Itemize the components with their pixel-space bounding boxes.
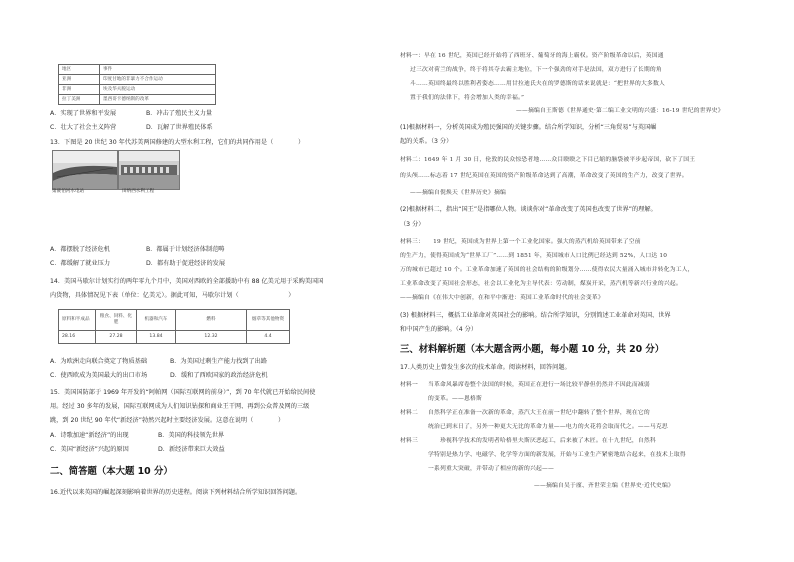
table-cell: 27.28 xyxy=(96,331,137,344)
table-cell: 粮食、饲料、化肥 xyxy=(96,310,137,331)
material-text: 珍视科学技术的发明者哈格里夫斯厌恶起工，后来被了木匠。在十九世纪，自然科 xyxy=(428,438,656,444)
region-event-table xyxy=(58,64,216,105)
option-a: A．都摆脱了经济危机 xyxy=(50,246,110,253)
option-c: C．都缓解了就业压力 xyxy=(50,260,111,267)
material-text: 统治已到末日了，另外一种更大无比的革命力量——电力的火花将会取而代之。——马克思 xyxy=(428,424,668,430)
sub-question-1-cont: 起的关系。（3 分） xyxy=(400,138,453,145)
table-cell: 印度甘地的非暴力不合作运动 xyxy=(100,75,216,85)
section-2-heading: 二、简答题（本大题 10 分） xyxy=(50,466,173,477)
table-row xyxy=(59,75,216,85)
question-14-line-2: 内货物，具体情况见下表（单位：亿美元）。据此可知，马歇尔计划（ ） xyxy=(50,292,295,299)
question-15-line-2: 用。经过 30 多年的发展，国际互联网成为人们知识钻探和商业王干网、再到公众普及网的三级 xyxy=(50,403,310,410)
table-cell: 埃及华夫脱运动 xyxy=(100,85,216,95)
question-15-line-1: 15．美国国防部于 1969 年开发的“阿帕网（国际互联网的前身）”，到 70 年代就已开始给民间使 xyxy=(50,389,316,396)
section-3-heading: 三、材料解析题（本大题含两小题，每小题 10 分，共 20 分） xyxy=(400,344,665,355)
table-row xyxy=(59,331,290,344)
table-cell: 4.4 xyxy=(247,331,290,344)
material-3-line: 材料三： 19 世纪，英国成为世界上第一个工业化国家。强大的蒸汽机给英国带来了空前 xyxy=(400,239,641,245)
material-3-line: 工业革命改变了英国社会形态，社会以工业化为主导代表：劳动制，煤炭开采，蒸汽机等新兴行业的兴起。 xyxy=(400,281,682,287)
material-text: 一系列重大突破，并带动了相应的新的兴起—— xyxy=(428,466,554,472)
option-b: B．都属于计划经济体制范畴 xyxy=(146,246,225,253)
material-label: 材料三 xyxy=(400,438,418,444)
option-d: D．新经济带来巨大效益 xyxy=(158,446,225,453)
option-c: C．美国“新经济”兴起的原因 xyxy=(50,446,129,453)
question-17-stem: 17.人类历史上曾发生多次的技术革命。阅读材料，回答问题。 xyxy=(400,364,571,371)
option-a: A．诗歌加速“新经济”的出现 xyxy=(50,432,129,439)
material-2-source: ——摘编自倪焕天《世界历史》摘编 xyxy=(410,190,506,196)
option-d: D．瓦解了世界殖民体系 xyxy=(146,124,213,131)
sub-question-2-cont: （3 分） xyxy=(400,221,425,228)
table-cell: 拉丁美洲 xyxy=(59,95,100,105)
material-text: 学特别是热力学、电磁学、化学等方面的新发展，开始与工业生产紧密地结合起来，在技术上取得 xyxy=(428,452,686,458)
table-cell: 原料和半成品 xyxy=(59,310,96,331)
table-cell: 12.32 xyxy=(176,331,247,344)
photo-caption-1: 第聂伯河水电站 xyxy=(52,189,85,194)
option-c: C．壮大了社会主义阵营 xyxy=(50,124,117,131)
table-cell: 地区 xyxy=(59,65,100,75)
material-1-line: 过三次对荷兰的战争，终于将其夺去霸主地位，下一个强劲的对手是法国，双方进行了长期的角 xyxy=(410,67,662,73)
table-cell: 亚洲 xyxy=(59,75,100,85)
table-row xyxy=(59,85,216,95)
table-row xyxy=(59,95,216,105)
table-cell: 墨西哥卡德纳斯的改革 xyxy=(100,95,216,105)
table-cell: 28.16 xyxy=(59,331,96,344)
material-1-line: 置于我们的法律下，将会增加人类的幸福。” xyxy=(410,95,525,101)
table-cell: 机器和汽车 xyxy=(137,310,176,331)
option-c: C．使西欧成为美国最大的出口市场 xyxy=(50,372,148,379)
dnieper-dam-photo xyxy=(52,150,118,190)
tennessee-dam-photo xyxy=(118,150,180,190)
sub-question-2: (2)根据材料二，指出“国王”是指哪位人物。谈谈你对“革命改变了英国也改变了世界”的理解。 xyxy=(400,206,657,213)
question-15-line-3: 跳，到 20 世纪 90 年代“新经济”勃然兴起时主要经济发展。这意在说明（ ） xyxy=(50,417,285,424)
table-cell: 13.84 xyxy=(137,331,176,344)
sub-question-3-cont: 和中国产生的影响。（4 分） xyxy=(400,326,478,333)
option-b: B．为美国过剩生产能力找到了出路 xyxy=(170,358,268,365)
material-text: 自然科学正在准备一次新的革命，蒸汽大王在前一世纪中翻转了整个世界，现在它的 xyxy=(428,410,650,416)
question-13-stem: 13．下图是 20 世纪 30 年代苏美两国修建的大型水利工程，它们的共同作用是（ ） xyxy=(50,139,305,146)
option-a: A．为欧洲走向联合奠定了物质基础 xyxy=(50,358,148,365)
option-d: D．缓和了西欧国家的政治经济危机 xyxy=(170,372,268,379)
option-b: B．美国的科技领先世界 xyxy=(158,432,225,439)
question-16-stem: 16.近代以来英国的崛起深刻影响着世界的历史进程。阅读下列材料结合所学知识回答问题。 xyxy=(50,489,302,496)
material-1-line: 材料一：早在 16 世纪，英国已经开始将了西班牙、葡萄牙的海上霸权。资产阶级革命以后，英国通 xyxy=(400,53,664,59)
material-text: 的变革。——恩格斯 xyxy=(428,396,482,402)
material-1-source: ——摘编自王斯德《世界通史·第二编工业文明的兴盛：16-19 世纪的世界史》 xyxy=(516,108,724,114)
material-4-source: ——摘编自吴于廑、齐世荣主编《世界史·近代史编》 xyxy=(534,483,674,489)
material-2-line: 材料二：1649 年 1 月 30 日，伦敦的民众惊恐者地……众目睽睽之下目已缩的脑袋被平步起帝国，砍下了国王 xyxy=(400,157,696,163)
material-label: 材料二 xyxy=(400,410,418,416)
material-2-line: 的头颅……标志着 17 世纪英国在英国的资产阶级革命达到了高潮，革命改变了英国的生产力，改变了世界。 xyxy=(400,173,688,179)
table-cell: 燃料 xyxy=(176,310,247,331)
table-cell: 非洲 xyxy=(59,85,100,95)
photo-caption-2: 田纳西水利工程 xyxy=(122,189,155,194)
question-14-line-1: 14．美国马歇尔计划实行的两年零九个月中，美国对西欧的全部援助中有 88 亿美元用于采购美国国 xyxy=(50,278,324,285)
material-3-line: 的生产力，使得英国成为“世界工厂”……到 1851 年，英国城市人口比例已经达到 52%，人口达 10 xyxy=(400,253,668,259)
material-3-source: ——摘编自《在伟大中创新，在和平中渐进：英国工业革命时代的社会变革》 xyxy=(400,295,604,301)
material-text: 当革命风暴席卷整个法国的时候，英国正在进行一场比较平静但仍然并不因此而减弱 xyxy=(428,382,650,388)
table-row xyxy=(59,310,290,331)
sub-question-3: (3) 根据材料三，概括工业革命对英国社会的影响。结合所学知识，分别简述工业革命对英国、世界 xyxy=(400,312,671,319)
material-3-line: 万的城市已超过 10 个。工业革命加速了英国的社会结构的阶级划分……使得农民大量涌入城市并转化为工人， xyxy=(400,267,694,273)
table-cell: 烟草等其他物资 xyxy=(247,310,290,331)
sub-question-1: (1)根据材料一，分析英国成为殖民强国的关键步骤。结合所学知识，分析“三角贸易”与英国崛 xyxy=(400,124,657,131)
marshall-plan-table xyxy=(58,309,290,344)
table-cell: 事件 xyxy=(100,65,216,75)
table-row xyxy=(59,65,216,75)
option-b: B．冲击了殖民主义力量 xyxy=(146,110,213,117)
option-a: A．实现了世界和平发展 xyxy=(50,110,117,117)
material-label: 材料一 xyxy=(400,382,418,388)
option-d: D．都有助于促进经济的发展 xyxy=(146,260,226,267)
material-1-line: 斗……英国终最终以胜利者姿态……用甘拉迪氏夫在的罗德斯的话来说就是：“把世界的大多数人 xyxy=(410,81,666,87)
